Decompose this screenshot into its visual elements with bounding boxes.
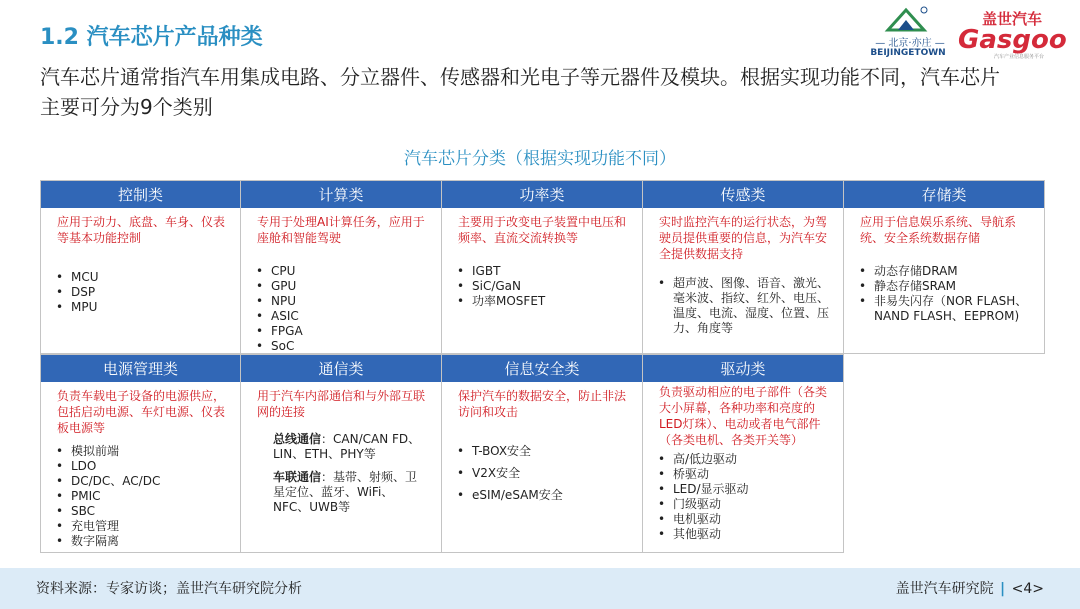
list-item: • 电机驱动 xyxy=(673,512,839,527)
list-item: • 充电管理 xyxy=(71,519,236,534)
beijing-etown-emblem-icon xyxy=(884,6,928,32)
communication-group-bus xyxy=(273,432,427,462)
category-header: 传感类 xyxy=(643,180,843,208)
list-item: • 模拟前端 xyxy=(71,444,236,459)
list-item: • CPU xyxy=(271,264,437,279)
intro-line: 主要可分为9个类别 xyxy=(40,95,213,119)
footer-bar xyxy=(0,568,1080,609)
category-header: 驱动类 xyxy=(643,354,843,382)
category-item-list xyxy=(643,262,843,336)
category-item-list xyxy=(41,436,240,549)
category-description: 负责驱动相应的电子部件（各类大小屏幕，各种功率和亮度的LED灯珠）、电动或者电气部件（各类电机、各类开关等） xyxy=(659,385,828,447)
source-note: 资料来源：专家访谈；盖世汽车研究院分析 xyxy=(36,581,302,597)
category-card-storage xyxy=(844,180,1045,354)
list-item: • FPGA xyxy=(271,324,437,339)
category-card-control xyxy=(40,180,241,354)
intro-line: 汽车芯片通常指汽车用集成电路、分立器件、传感器和光电子等元器件及模块。根据实现功能不同，汽车芯片 xyxy=(40,65,1000,89)
list-item: • LED/显示驱动 xyxy=(673,482,839,497)
category-card-communication xyxy=(241,354,442,553)
list-item: • GPU xyxy=(271,279,437,294)
communication-group-telematics xyxy=(273,470,427,515)
list-item: • DSP xyxy=(71,285,236,300)
category-card-power-management xyxy=(40,354,241,553)
list-item: • MPU xyxy=(71,300,236,315)
list-item: • V2X安全 xyxy=(472,462,638,484)
category-item-list xyxy=(643,448,843,542)
list-item: • 其他驱动 xyxy=(673,527,839,542)
category-item-list xyxy=(241,420,441,515)
category-item-list xyxy=(41,246,240,315)
diagram-title: 汽车芯片分类（根据实现功能不同） xyxy=(404,149,676,169)
list-item: • SBC xyxy=(71,504,236,519)
category-item-list xyxy=(844,246,1044,324)
footer-meta xyxy=(896,578,1044,598)
category-description: 应用于信息娱乐系统、导航系统、安全系统数据存储 xyxy=(860,215,1017,245)
list-item: • ASIC xyxy=(271,309,437,324)
list-item: • SoC xyxy=(271,339,437,354)
list-item: • NPU xyxy=(271,294,437,309)
list-item: • eSIM/eSAM安全 xyxy=(472,484,638,506)
group-text: ：CAN/CAN FD、LIN、ETH、PHY等 xyxy=(273,432,421,461)
category-item-list xyxy=(241,246,441,354)
footer-separator: | xyxy=(1000,581,1006,597)
list-item: • DC/DC、AC/DC xyxy=(71,474,236,489)
list-item: • T-BOX安全 xyxy=(472,440,638,462)
list-item: • 功率MOSFET xyxy=(472,294,638,309)
category-header: 计算类 xyxy=(241,180,441,208)
category-description: 应用于动力、底盘、车身、仪表等基本功能控制 xyxy=(57,215,226,245)
category-header: 电源管理类 xyxy=(41,354,240,382)
chip-category-grid xyxy=(40,180,1046,554)
category-header: 信息安全类 xyxy=(442,354,642,382)
category-header: 功率类 xyxy=(442,180,642,208)
list-item: • 静态存储SRAM xyxy=(874,279,1036,294)
group-title: 总线通信 xyxy=(273,432,322,446)
category-card-driver xyxy=(643,354,844,553)
gasgoo-logo-cn: 盖世汽车 xyxy=(982,10,1043,28)
category-card-compute xyxy=(241,180,442,354)
gasgoo-logo xyxy=(958,8,1074,64)
list-item: • 门级驱动 xyxy=(673,497,839,512)
category-header: 控制类 xyxy=(41,180,240,208)
beijing-etown-logo-cn: — 北京·亦庄 — xyxy=(875,38,945,49)
list-item: • 非易失闪存（NOR FLASH、NAND FLASH、EEPROM) xyxy=(874,294,1036,324)
category-header: 存储类 xyxy=(844,180,1044,208)
gasgoo-logo-en: Gasgoo xyxy=(958,25,1067,55)
list-item: • IGBT xyxy=(472,264,638,279)
category-description: 主要用于改变电子装置中电压和频率、直流交流转换等 xyxy=(458,215,627,245)
page-number: <4> xyxy=(1011,581,1044,597)
logo-group xyxy=(866,4,1076,68)
category-header: 通信类 xyxy=(241,354,441,382)
category-card-power xyxy=(442,180,643,354)
beijing-etown-logo xyxy=(866,4,948,66)
list-item: • LDO xyxy=(71,459,236,474)
list-item: • 数字隔离 xyxy=(71,534,236,549)
slide-title: 1.2 汽车芯片产品种类 xyxy=(40,25,263,50)
list-item: • PMIC xyxy=(71,489,236,504)
category-description: 实时监控汽车的运行状态，为驾驶员提供重要的信息，为汽车安全提供数据支持 xyxy=(659,215,828,261)
category-description: 用于汽车内部通信和与外部互联网的连接 xyxy=(257,389,426,419)
category-item-list xyxy=(442,420,642,506)
list-item: • SiC/GaN xyxy=(472,279,638,294)
category-card-security xyxy=(442,354,643,553)
group-text: ：基带、射频、卫星定位、蓝牙、WiFi、NFC、UWB等 xyxy=(273,470,418,514)
list-item: • 桥驱动 xyxy=(673,467,839,482)
group-title: 车联通信 xyxy=(273,470,322,484)
category-description: 专用于处理AI计算任务，应用于座舱和智能驾驶 xyxy=(257,215,425,245)
list-item: • 动态存储DRAM xyxy=(874,264,1036,279)
category-card-sensor xyxy=(643,180,844,354)
footer-org: 盖世汽车研究院 xyxy=(895,581,994,597)
beijing-etown-logo-en: BEIJINGETOWN xyxy=(870,48,946,58)
category-item-list xyxy=(442,246,642,309)
list-item: • 高/低边驱动 xyxy=(673,452,839,467)
list-item: • 超声波、图像、语音、激光、毫米波、指纹、红外、电压、温度、电流、湿度、位置、压力、角度等 xyxy=(673,276,833,336)
intro-paragraph xyxy=(40,62,1060,122)
category-description: 保护汽车的数据安全，防止非法访问和攻击 xyxy=(458,389,627,419)
list-item: • MCU xyxy=(71,270,236,285)
gasgoo-logo-tagline: 汽车产业信息服务平台 xyxy=(994,54,1045,60)
category-description: 负责车载电子设备的电源供应，包括启动电源、车灯电源、仪表板电源等 xyxy=(57,389,226,435)
